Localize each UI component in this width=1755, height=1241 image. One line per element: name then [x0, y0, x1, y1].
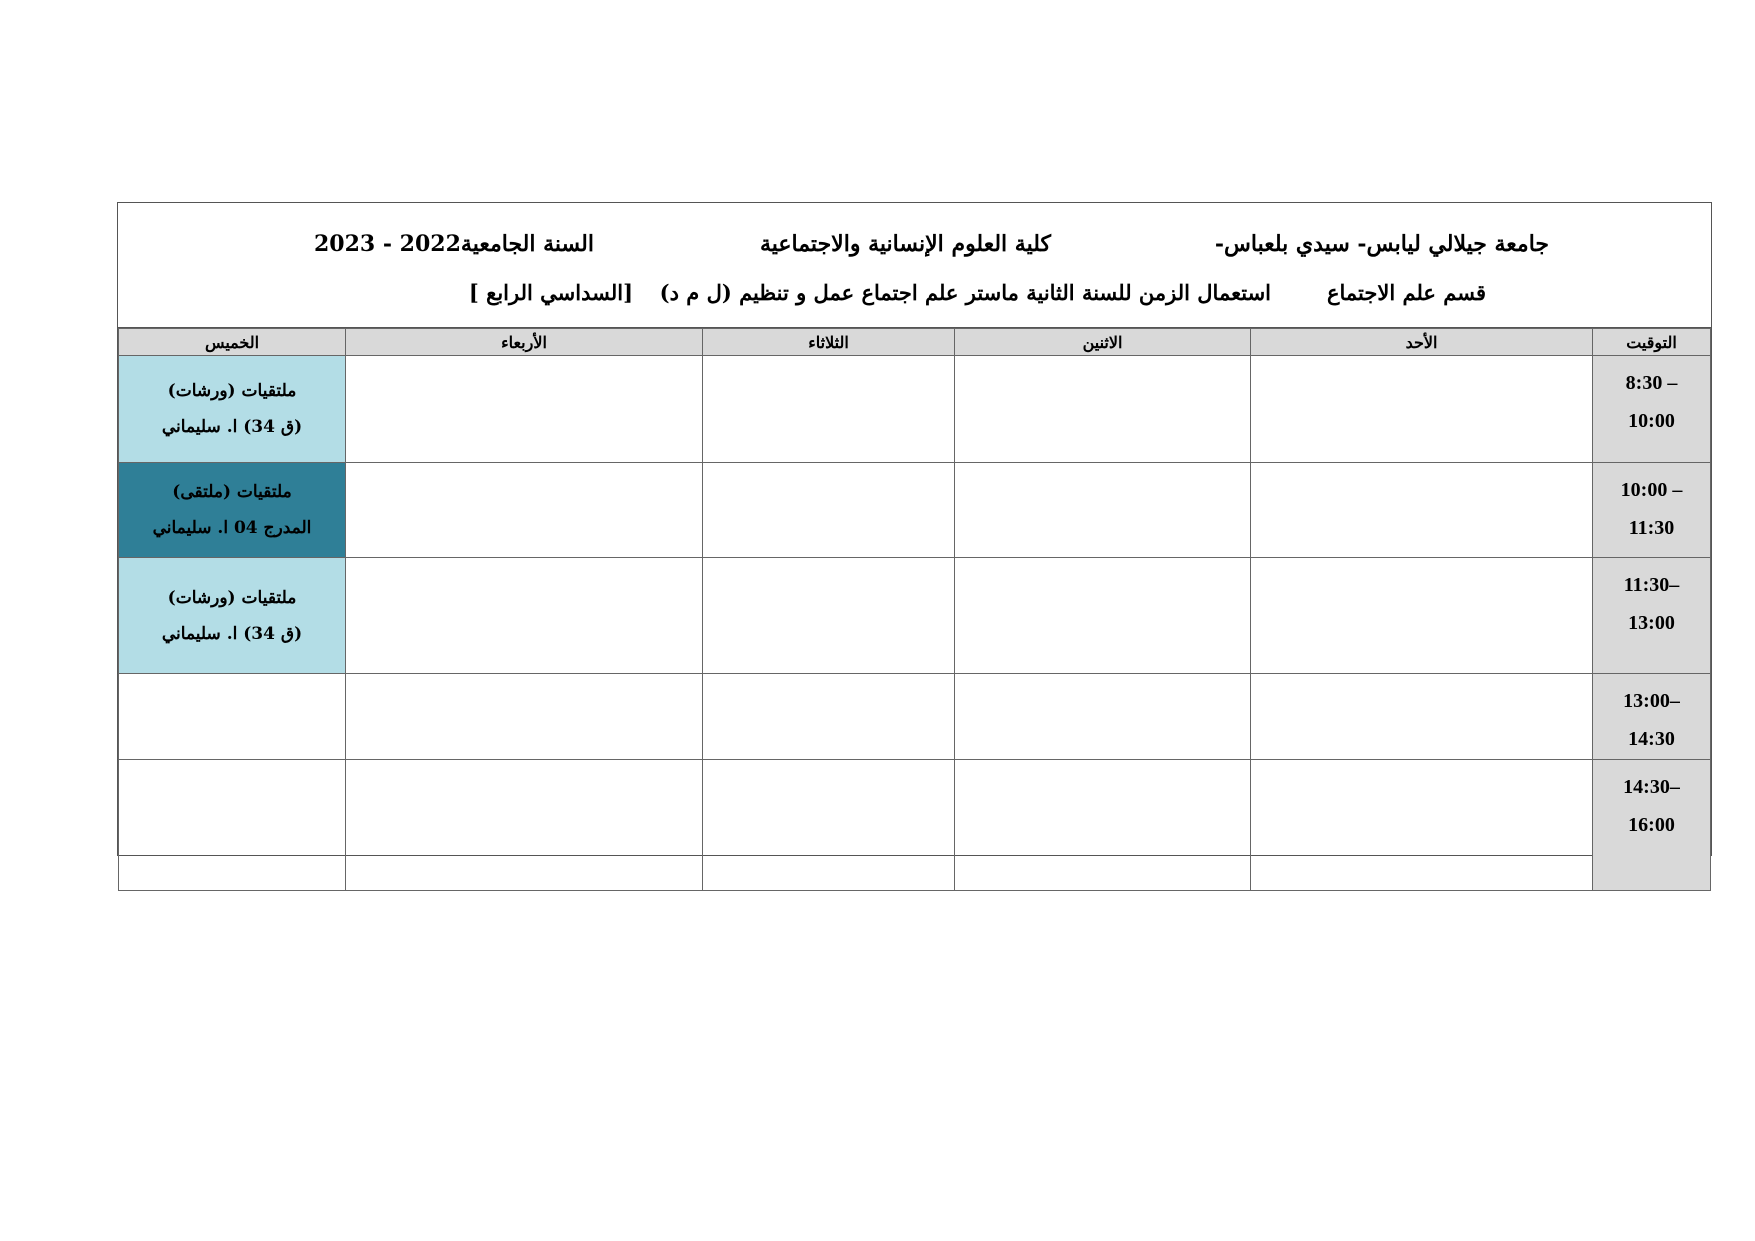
time-slot: 13:00– 14:30: [1593, 674, 1711, 760]
thursday-lecture-cell: [119, 356, 346, 463]
sunday-cell: [1251, 356, 1593, 463]
column-header-thursday: الخميس: [119, 329, 346, 356]
time-slot: 10:00 – 11:30: [1593, 463, 1711, 558]
lecture-room: المدرج 04 ا. سليماني: [152, 518, 312, 538]
thursday-cell: [119, 760, 346, 891]
time-slot: 8:30 – 10:00: [1593, 356, 1711, 463]
thursday-cell: [119, 674, 346, 760]
column-header-wednesday: الأربعاء: [346, 329, 703, 356]
schedule-table: [118, 328, 1711, 891]
table-row: [119, 463, 1711, 558]
semester-label: [السداسي الرابع ]: [468, 280, 633, 305]
time-slot: 14:30– 16:00: [1593, 760, 1711, 891]
university-name: جامعة جيلالي ليابس- سيدي بلعباس-: [1214, 231, 1549, 257]
tuesday-cell: [703, 558, 955, 674]
tuesday-cell: [703, 760, 955, 891]
monday-cell: [955, 558, 1251, 674]
lecture-title: ملتقيات (ورشات): [167, 587, 297, 608]
document-header: [118, 203, 1711, 328]
sunday-cell: [1251, 674, 1593, 760]
schedule-title: استعمال الزمن للسنة الثانية ماستر علم اجتماع عمل و تنظيم (ل م د): [659, 280, 1271, 305]
lecture-title: ملتقيات (ورشات): [167, 381, 297, 401]
tuesday-cell: [703, 463, 955, 558]
monday-cell: [955, 463, 1251, 558]
sunday-cell: [1251, 558, 1593, 674]
tuesday-cell: [703, 356, 955, 463]
lecture-room: (ق 34) ا. سليماني: [161, 623, 303, 644]
monday-cell: [955, 674, 1251, 760]
wednesday-cell: [346, 356, 703, 463]
monday-cell: [955, 760, 1251, 891]
time-slot: 11:30– 13:00: [1593, 558, 1711, 674]
wednesday-cell: [346, 463, 703, 558]
sunday-cell: [1251, 463, 1593, 558]
tuesday-cell: [703, 674, 955, 760]
wednesday-cell: [346, 558, 703, 674]
wednesday-cell: [346, 674, 703, 760]
table-row: [119, 356, 1711, 463]
lecture-room: (ق 34) ا. سليماني: [161, 417, 303, 437]
thursday-lecture-cell: [119, 558, 346, 674]
faculty-name: كلية العلوم الإنسانية والاجتماعية: [759, 231, 1051, 257]
monday-cell: [955, 356, 1251, 463]
column-header-tuesday: الثلاثاء: [703, 329, 955, 356]
wednesday-cell: [346, 760, 703, 891]
timetable-sheet: [117, 202, 1712, 856]
department-name: قسم علم الاجتماع: [1326, 280, 1486, 305]
column-header-sunday: الأحد: [1251, 329, 1593, 356]
column-header-monday: الاثنين: [955, 329, 1251, 356]
sunday-cell: [1251, 760, 1593, 891]
column-header-time: التوقيت: [1593, 329, 1711, 356]
table-row: [119, 674, 1711, 760]
table-row: [119, 760, 1711, 891]
academic-year: السنة الجامعية2022 - 2023: [313, 231, 594, 257]
thursday-lecture-cell: [119, 463, 346, 558]
lecture-title: ملتقيات (ملتقى): [172, 482, 292, 502]
table-row: [119, 558, 1711, 674]
table-header-row: [119, 329, 1711, 356]
